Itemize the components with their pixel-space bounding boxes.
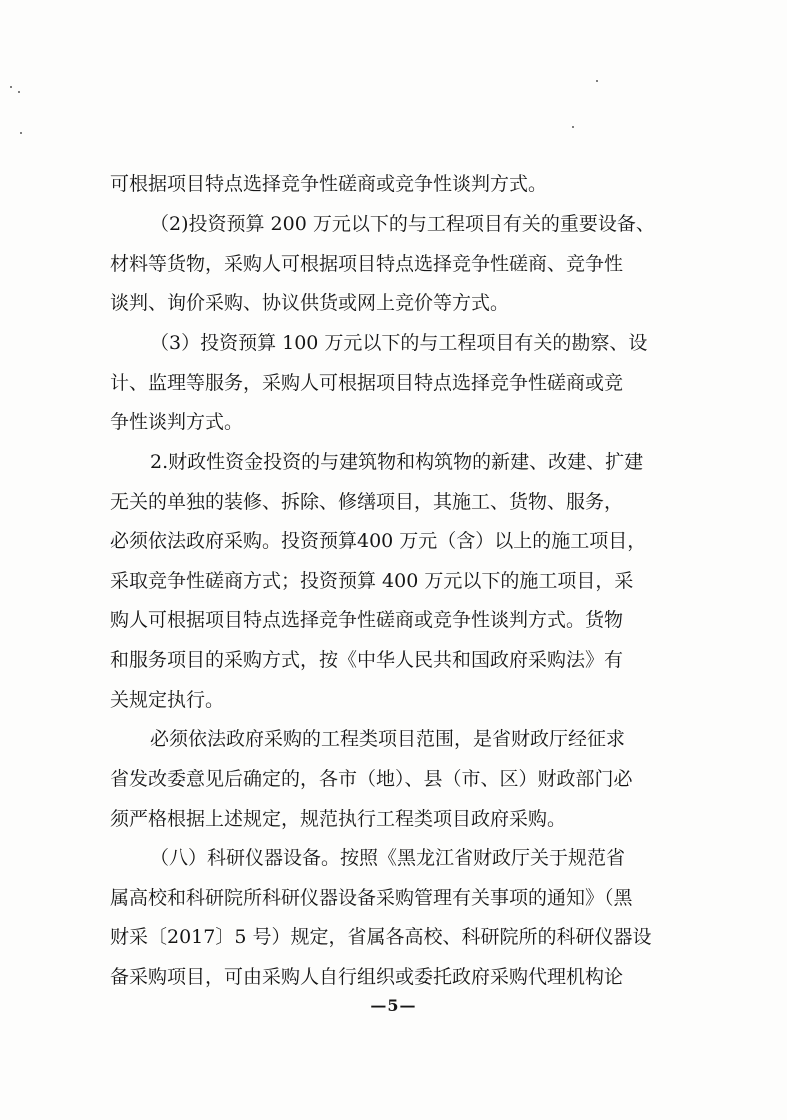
text-line-19-content: 属高校和科研院所科研仪器设备采购管理有关事项的通知》（黑 xyxy=(110,887,633,909)
text-line-18-content: （八）科研仪器设备。按照《黑龙江省财政厅关于规范省 xyxy=(150,847,626,869)
scan-speck xyxy=(596,80,598,82)
page-number: —5— xyxy=(370,996,417,1015)
scan-speck xyxy=(10,86,12,88)
text-line-9-content: 无关的单独的装修、拆除、修缮项目，其施工、货物、服务， xyxy=(110,491,624,513)
text-line-4-content: 谈判、询价采购、协议供货或网上竞价等方式。 xyxy=(110,292,510,314)
text-line-7 xyxy=(0,402,787,442)
text-line-14-content: 关规定执行。 xyxy=(110,689,225,711)
text-line-19 xyxy=(0,878,787,918)
text-line-1-content: 可根据项目特点选择竞争性磋商或竞争性谈判方式。 xyxy=(110,173,548,195)
text-line-13 xyxy=(0,640,787,680)
text-line-14 xyxy=(0,680,787,720)
text-line-21 xyxy=(0,957,787,997)
text-line-5-content: （3）投资预算 100 万元以下的与工程项目有关的勘察、设 xyxy=(150,332,648,354)
scan-speck xyxy=(572,126,574,128)
text-line-5 xyxy=(0,323,787,363)
text-line-17 xyxy=(0,799,787,839)
text-line-7-content: 争性谈判方式。 xyxy=(110,411,244,433)
text-line-15 xyxy=(0,719,787,759)
text-line-11 xyxy=(0,561,787,601)
text-line-8-content: 2.财政性资金投资的与建筑物和构筑物的新建、改建、扩建 xyxy=(150,451,644,473)
scan-speck xyxy=(18,91,20,93)
text-line-2 xyxy=(0,204,787,244)
text-line-20-content: 财采〔2017〕5 号）规定，省属各高校、科研院所的科研仪器设 xyxy=(110,926,652,948)
text-line-20 xyxy=(0,917,787,957)
text-line-13-content: 和服务项目的采购方式，按《中华人民共和国政府采购法》有 xyxy=(110,649,624,671)
text-line-21-content: 备采购项目，可由采购人自行组织或委托政府采购代理机构论 xyxy=(110,966,624,988)
text-line-1 xyxy=(0,164,787,204)
text-line-3 xyxy=(0,244,787,284)
text-line-17-content: 须严格根据上述规定，规范执行工程类项目政府采购。 xyxy=(110,808,567,830)
text-line-15-content: 必须依法政府采购的工程类项目范围，是省财政厅经征求 xyxy=(150,728,626,750)
text-line-8 xyxy=(0,442,787,482)
text-line-16 xyxy=(0,759,787,799)
text-line-10 xyxy=(0,521,787,561)
text-line-3-content: 材料等货物，采购人可根据项目特点选择竞争性磋商、竞争性 xyxy=(110,253,624,275)
text-line-2-content: （2)投资预算 200 万元以下的与工程项目有关的重要设备、 xyxy=(150,213,655,235)
text-line-12 xyxy=(0,600,787,640)
text-line-10-content: 必须依法政府采购。投资预算400 万元（含）以上的施工项目， xyxy=(110,530,647,552)
text-line-12-content: 购人可根据项目特点选择竞争性磋商或竞争性谈判方式。货物 xyxy=(110,609,624,631)
text-line-6-content: 计、监理等服务，采购人可根据项目特点选择竞争性磋商或竞 xyxy=(110,372,624,394)
text-line-6 xyxy=(0,363,787,403)
text-line-11-content: 采取竞争性磋商方式；投资预算 400 万元以下的施工项目，采 xyxy=(110,570,634,592)
scan-speck xyxy=(20,132,22,134)
text-line-9 xyxy=(0,482,787,522)
text-line-4 xyxy=(0,283,787,323)
text-line-18 xyxy=(0,838,787,878)
text-line-16-content: 省发改委意见后确定的，各市（地）、县（市、区）财政部门必 xyxy=(110,768,633,790)
